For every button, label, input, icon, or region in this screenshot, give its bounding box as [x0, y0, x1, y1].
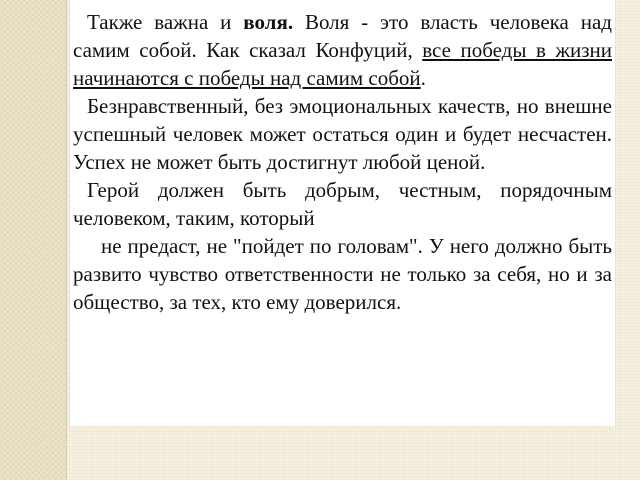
document-page	[70, 0, 615, 426]
paragraph-willpower	[73, 8, 612, 92]
paragraph-immoral: Безнравственный, без эмоциональных качеств, но внешне успешный человек может остаться один и будет несчастен. Успех не может быть достигнут любой ценой.	[73, 94, 612, 174]
p1-intro: Также важна и	[87, 10, 244, 34]
background-strip	[0, 0, 67, 480]
p1-end: .	[420, 66, 426, 90]
confucius-quote: все победы в жизни начинаются с победы над самим собой	[73, 38, 612, 90]
document-text	[73, 8, 612, 316]
paragraph-hero: Герой должен быть добрым, честным, порядочным человеком, таким, который	[73, 178, 612, 230]
p1-bold-word: воля.	[243, 10, 294, 34]
p1-middle: Воля - это власть человека над самим собой. Как сказал Конфуций,	[73, 10, 612, 62]
paragraph-hero-continued: не предаст, не "пойдет по головам". У него должно быть развито чувство ответственности не только за себя, но и за общество, за тех, кто ему доверился.	[73, 234, 612, 314]
